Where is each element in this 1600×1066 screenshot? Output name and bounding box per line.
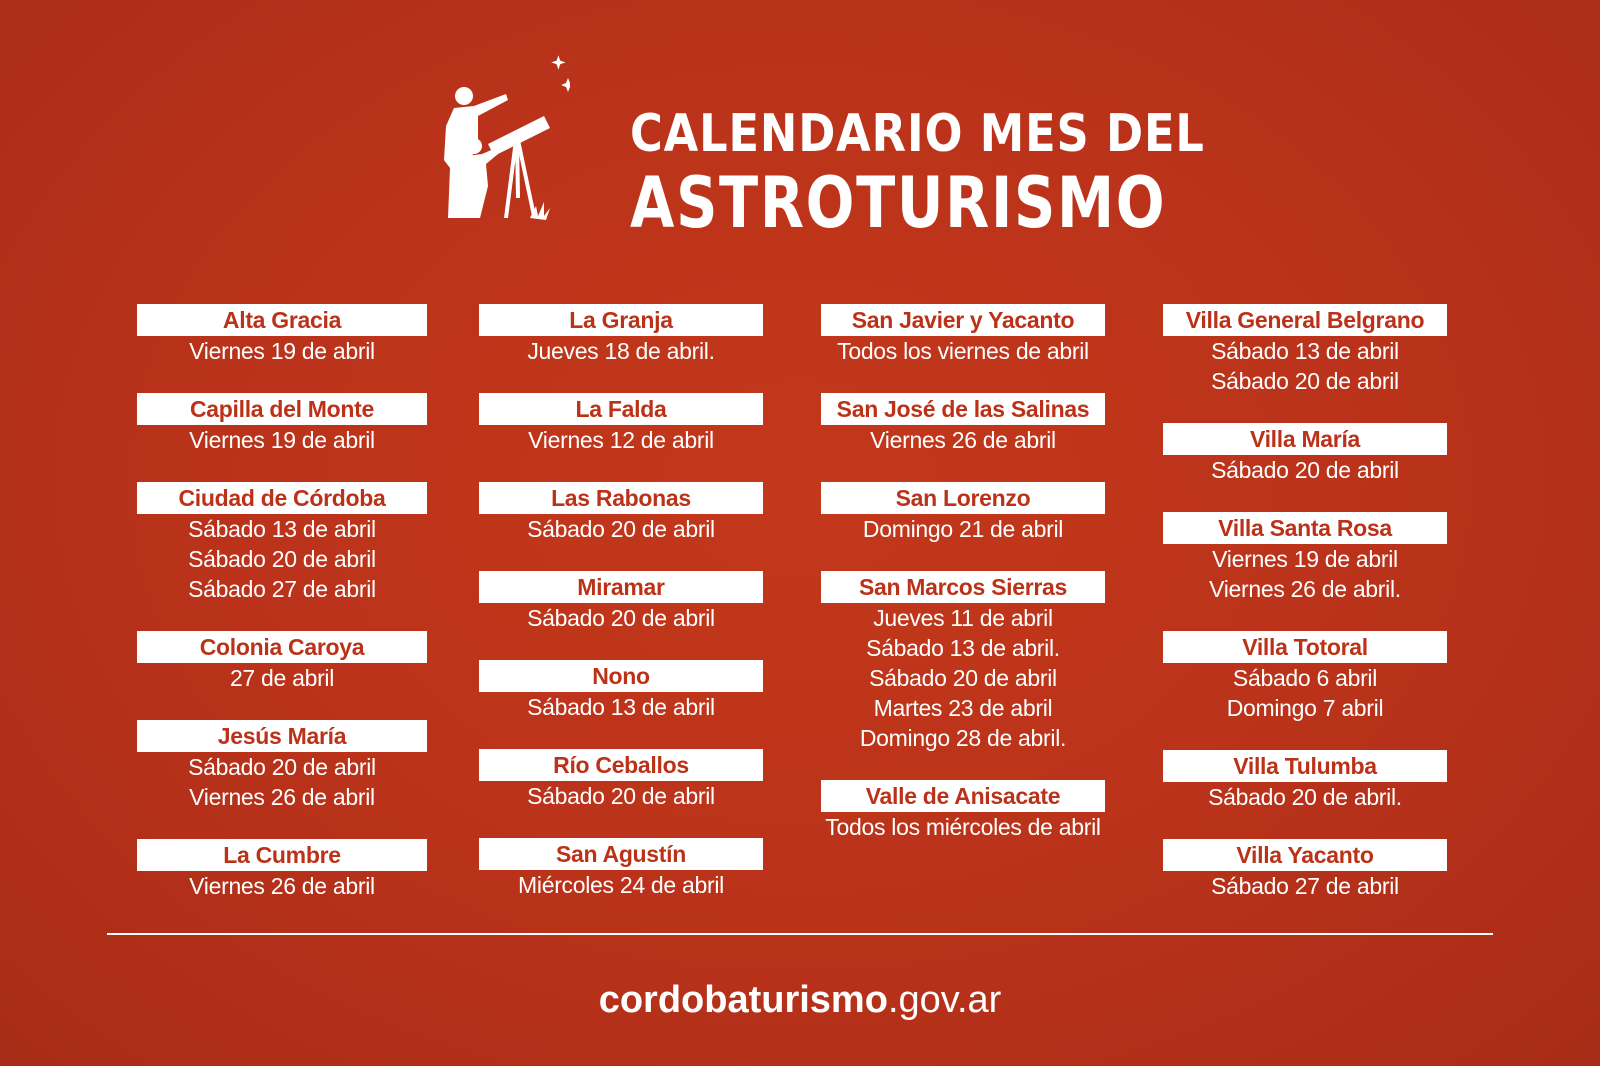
location-name: San Lorenzo: [821, 482, 1105, 514]
location-name: Ciudad de Córdoba: [137, 482, 427, 514]
title-line-1: CALENDARIO MES DEL: [630, 104, 1205, 164]
location-name: San Marcos Sierras: [821, 571, 1105, 603]
list-item: [1163, 839, 1447, 901]
event-date: Todos los miércoles de abril: [825, 814, 1101, 840]
location-name: Jesús María: [137, 720, 427, 752]
event-date: Sábado 20 de abril: [527, 783, 715, 809]
list-item: [137, 393, 427, 455]
list-item: [479, 838, 763, 900]
event-date: Viernes 26 de abril: [870, 427, 1056, 453]
list-item: [1163, 423, 1447, 485]
event-date: Sábado 13 de abril: [188, 516, 376, 542]
list-item: [479, 571, 763, 633]
list-item: [479, 749, 763, 811]
location-name: Nono: [479, 660, 763, 692]
title-line-2: ASTROTURISMO: [630, 162, 1167, 244]
event-date: Domingo 21 de abril: [862, 516, 1064, 542]
list-item: [1163, 631, 1447, 723]
event-date: Sábado 20 de abril: [527, 516, 715, 542]
location-name: Capilla del Monte: [137, 393, 427, 425]
list-item: [821, 780, 1105, 842]
event-date: Sábado 20 de abril: [188, 754, 376, 780]
event-date: Sábado 13 de abril: [1211, 338, 1399, 364]
location-name: Colonia Caroya: [137, 631, 427, 663]
event-date: Sábado 20 de abril.: [1208, 784, 1402, 810]
stargazers-telescope-icon: [440, 48, 570, 228]
list-item: [137, 839, 427, 901]
event-date: Jueves 11 de abril: [873, 605, 1053, 631]
location-name: Río Ceballos: [479, 749, 763, 781]
location-name: Villa Totoral: [1163, 631, 1447, 663]
list-item: [1163, 304, 1447, 396]
location-name: San José de las Salinas: [821, 393, 1105, 425]
location-name: Villa General Belgrano: [1163, 304, 1447, 336]
event-date: Sábado 27 de abril: [188, 576, 376, 602]
event-date: Viernes 26 de abril: [189, 784, 375, 810]
location-name: Las Rabonas: [479, 482, 763, 514]
calendar-column-2: [479, 304, 763, 927]
event-date: Viernes 26 de abril: [189, 873, 375, 899]
event-date: Jueves 18 de abril.: [527, 338, 715, 364]
list-item: [821, 393, 1105, 455]
event-date: Todos los viernes de abril: [837, 338, 1089, 364]
list-item: [1163, 750, 1447, 812]
list-item: [479, 660, 763, 722]
footer-domain-rest: .gov.ar: [887, 979, 1002, 1021]
list-item: [137, 720, 427, 812]
location-name: San Agustín: [479, 838, 763, 870]
list-item: [821, 304, 1105, 366]
event-date: Martes 23 de abril: [873, 695, 1053, 721]
calendar-column-1: [137, 304, 427, 928]
list-item: [137, 631, 427, 693]
location-name: Alta Gracia: [137, 304, 427, 336]
event-date: Viernes 26 de abril.: [1209, 576, 1401, 602]
list-item: [479, 304, 763, 366]
event-date: Domingo 28 de abril.: [859, 725, 1067, 751]
calendar-column-3: [821, 304, 1105, 869]
location-name: San Javier y Yacanto: [821, 304, 1105, 336]
list-item: [479, 482, 763, 544]
event-date: Viernes 19 de abril: [1212, 546, 1398, 572]
event-date: Sábado 6 abril: [1232, 665, 1378, 691]
list-item: [137, 482, 427, 604]
event-date: Viernes 19 de abril: [189, 338, 375, 364]
event-date: Sábado 20 de abril: [1211, 368, 1399, 394]
event-date: Miércoles 24 de abril: [518, 872, 724, 898]
event-date: Sábado 27 de abril: [1211, 873, 1399, 899]
location-name: Villa María: [1163, 423, 1447, 455]
list-item: [821, 482, 1105, 544]
event-date: Sábado 20 de abril: [1211, 457, 1399, 483]
list-item: [137, 304, 427, 366]
footer-divider: [107, 933, 1493, 935]
location-name: Villa Santa Rosa: [1163, 512, 1447, 544]
event-date: Domingo 7 abril: [1226, 695, 1384, 721]
event-date: Sábado 20 de abril: [188, 546, 376, 572]
list-item: [821, 571, 1105, 753]
location-name: Villa Tulumba: [1163, 750, 1447, 782]
event-date: Sábado 20 de abril: [869, 665, 1057, 691]
list-item: [479, 393, 763, 455]
location-name: La Cumbre: [137, 839, 427, 871]
event-date: 27 de abril: [229, 665, 335, 691]
event-date: Viernes 12 de abril: [528, 427, 714, 453]
location-name: La Falda: [479, 393, 763, 425]
list-item: [1163, 512, 1447, 604]
location-name: Valle de Anisacate: [821, 780, 1105, 812]
event-date: Sábado 13 de abril: [527, 694, 715, 720]
location-name: Villa Yacanto: [1163, 839, 1447, 871]
location-name: Miramar: [479, 571, 763, 603]
page-title: [630, 104, 1298, 244]
event-date: Sábado 20 de abril: [527, 605, 715, 631]
event-date: Sábado 13 de abril.: [866, 635, 1060, 661]
footer-domain-bold: cordobaturismo: [598, 979, 888, 1021]
footer-website[interactable]: [0, 978, 1600, 1022]
location-name: La Granja: [479, 304, 763, 336]
calendar-column-4: [1163, 304, 1447, 928]
event-date: Viernes 19 de abril: [189, 427, 375, 453]
